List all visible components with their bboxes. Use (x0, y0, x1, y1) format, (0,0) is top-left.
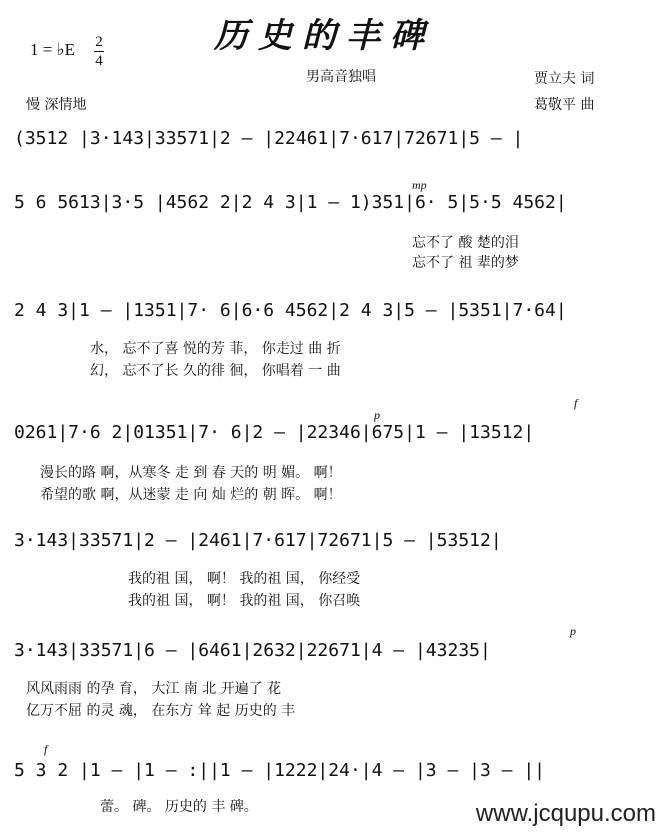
staff-7-lyric-1: 蕾。 碑。 历史的 丰 碑。 (100, 799, 258, 815)
time-signature (94, 34, 104, 69)
time-top: 2 (95, 34, 103, 50)
staff-6-lyric-2: 亿万不屈 的灵 魂， 在东方 耸 起 历史的 丰 (26, 703, 296, 719)
lyricist: 贾立夫 词 (534, 71, 595, 87)
staff-1-notes: (3512 |3·143|33571|2 — |22461|7·617|72671|5 — | (14, 128, 524, 149)
staff-6-lyric-1: 风风雨雨 的孕 育， 大江 南 北 开遍了 花 (26, 681, 282, 697)
dynamic-f-1: f (574, 396, 578, 410)
staff-3-lyric-1: 水， 忘不了喜 悦的芳 菲， 你走过 曲 折 (90, 341, 341, 357)
staff-4-lyric-1: 漫长的路 啊，从寒冬 走 到 春 天的 明 媚。 啊！ (40, 465, 342, 481)
song-title: 历史的丰碑 (214, 16, 434, 56)
dynamic-f-2: f (44, 742, 48, 756)
dynamic-mp: mp (412, 178, 427, 192)
tempo-marking: 慢 深情地 (26, 97, 87, 113)
dynamic-p-2: p (570, 624, 576, 638)
staff-5-lyric-1: 我的祖 国， 啊！ 我的祖 国， 你经受 (128, 571, 361, 587)
staff-2-notes: 5 6 5613|3·5 |4562 2|2 4 3|1 — 1)351|6· 5|5·5 4562| (14, 192, 567, 213)
staff-4-lyric-2: 希望的歌 啊，从迷蒙 走 向 灿 烂的 朝 晖。 啊！ (40, 487, 342, 503)
staff-7-notes: 5 3 2 |1 — |1 — :||1 — |1222|24·|4 — |3 — |3 — || (14, 760, 546, 781)
watermark: www.jcqupu.com (475, 800, 656, 827)
staff-2-lyric-2: 忘不了 祖 辈的梦 (412, 255, 519, 271)
dynamic-p-1: p (374, 408, 380, 422)
key-signature: 1 = ♭E (30, 40, 75, 59)
staff-5-notes: 3·143|33571|2 — |2461|7·617|72671|5 — |53512| (14, 530, 502, 551)
staff-5-lyric-2: 我的祖 国， 啊！ 我的祖 国， 你召唤 (128, 593, 361, 609)
staff-3-lyric-2: 幻， 忘不了长 久的徘 徊， 你唱着 一 曲 (90, 363, 341, 379)
staff-3-notes: 2 4 3|1 — |1351|7· 6|6·6 4562|2 4 3|5 — |5351|7·64| (14, 300, 567, 321)
time-bottom: 4 (95, 53, 103, 69)
staff-4-notes: 0261|7·6 2|01351|7· 6|2 — |22346|675|1 — |13512| (14, 422, 535, 443)
composer: 葛敬平 曲 (534, 97, 595, 113)
performance-note: 男高音独唱 (306, 69, 376, 85)
staff-2-lyric-1: 忘不了 酸 楚的泪 (412, 235, 519, 251)
staff-6-notes: 3·143|33571|6 — |6461|2632|22671|4 — |43235| (14, 640, 491, 661)
